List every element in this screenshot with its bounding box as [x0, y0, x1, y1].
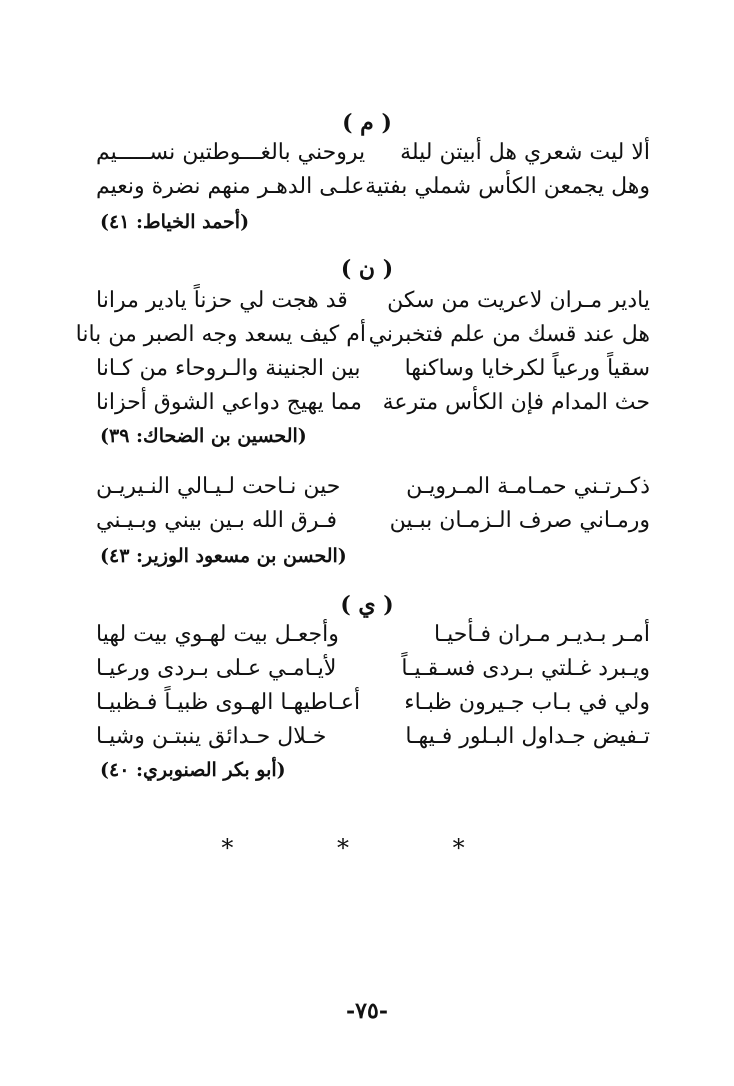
- verse-4-first-hemistich: تـفيض جـداول البـلور فـيهـا: [405, 724, 650, 749]
- verse-1-second-hemistich: وأجعـل بيت لهـوي بيت لهيا: [96, 622, 339, 647]
- verse-2-second-hemistich: أم كيف يسعد وجه الصبر من بانا: [75, 322, 366, 347]
- verse-2-first-hemistich: ويـبرد غـلتي بـردى فسـقـيـاً: [401, 656, 650, 681]
- verse-2-second-hemistich: علـى الدهـر منهم نضرة ونعيم: [96, 174, 365, 199]
- verse-1-second-hemistich: قد هجت لي حزناً يادير مرانا: [96, 288, 348, 313]
- verse-1-first-hemistich: ذكـرتـني حمـامـة المـرويـن: [406, 474, 650, 499]
- verse-2-first-hemistich: وهل يجمعن الكأس شملي بفتية: [365, 174, 650, 199]
- verse-2-second-hemistich: لأيـامـي عـلى بـردى ورعيـا: [96, 656, 337, 681]
- verse-2-second-hemistich: فـرق الله بـين بيني وبـيـني: [96, 508, 337, 533]
- verse-3-first-hemistich: سقياً ورعياً لكرخايا وساكنها: [404, 356, 650, 381]
- verse-2-first-hemistich: ورمـاني صرف الـزمـان ببـين: [389, 508, 650, 533]
- verse-2-first-hemistich: هل عند قسك من علم فتخبرني: [368, 322, 650, 347]
- poet-attribution: (الحسين بن الضحاك: ٣٩): [100, 425, 307, 447]
- verse-1-second-hemistich: يروحني بالغـــوطتين نســـــيم: [96, 140, 366, 165]
- verse-4-first-hemistich: حث المدام فإن الكأس مترعة: [382, 390, 650, 415]
- verse-1-first-hemistich: ألا ليت شعري هل أبيتن ليلة: [400, 140, 650, 165]
- section-heading-meem: ( م ): [342, 110, 392, 136]
- verse-4-second-hemistich: خـلال حـدائق ينبتـن وشيـا: [96, 724, 327, 749]
- section-heading-yaa: ( ي ): [340, 592, 394, 618]
- poet-attribution: (أحمد الخياط: ٤١): [100, 211, 250, 233]
- verse-4-second-hemistich: مما يهيج دواعي الشوق أحزانا: [96, 390, 362, 415]
- page-number: -٧٥-: [346, 998, 388, 1024]
- verse-1-second-hemistich: حين نـاحت لـيـالي النـيريـن: [96, 474, 341, 499]
- verse-1-first-hemistich: يادير مـران لاعريت من سكن: [387, 288, 650, 313]
- verse-3-second-hemistich: بين الجنينة والـروحاء من كـانا: [96, 356, 361, 381]
- section-heading-noon: ( ن ): [340, 256, 394, 282]
- asterism-divider: * * *: [221, 834, 513, 862]
- verse-1-first-hemistich: أمـر بـديـر مـران فـأحيـا: [434, 622, 650, 647]
- verse-3-first-hemistich: ولي في بـاب جـيرون ظبـاء: [404, 690, 650, 715]
- poet-attribution: (الحسن بن مسعود الوزير: ٤٣): [100, 545, 347, 567]
- verse-3-second-hemistich: أعـاطيهـا الهـوى ظبيـاً فـظبيـا: [96, 690, 361, 715]
- poet-attribution: (أبو بكر الصنوبري: ٤٠): [100, 759, 286, 781]
